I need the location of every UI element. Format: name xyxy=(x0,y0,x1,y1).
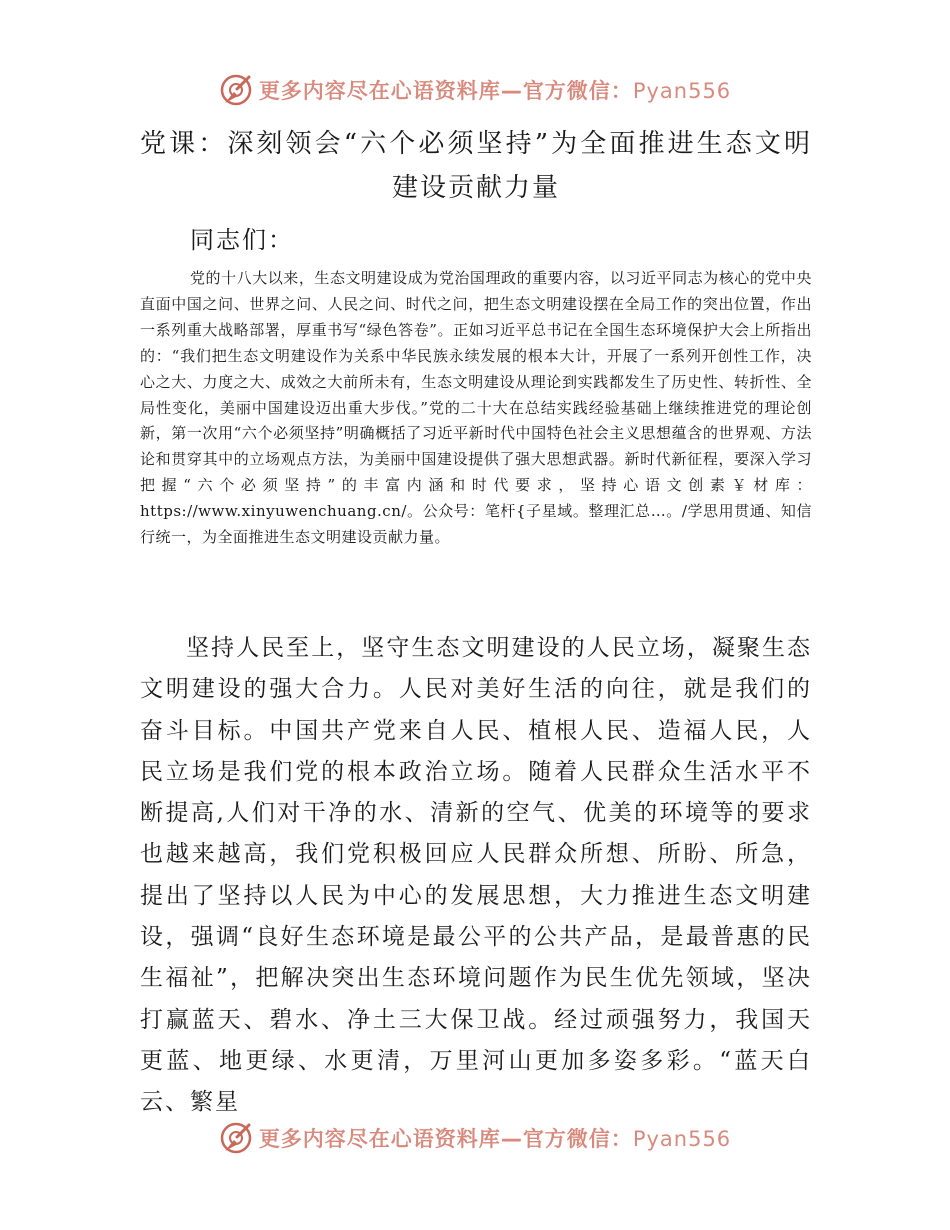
wechat-id: Pyan556 xyxy=(632,79,732,103)
pen-logo-icon xyxy=(219,1121,253,1155)
header-banner xyxy=(0,70,950,110)
body-paragraph: 坚持人民至上，坚守生态文明建设的人民立场，凝聚生态文明建设的强大合力。人民对美好生活的向往，就是我们的奋斗目标。中国共产党来自人民、植根人民、造福人民，人民立场是我们党的根本政治立场。随着人民群众生活水平不断提高,人们对干净的水、清新的空气、优美的环境等的要求也越来越高，我们党积极回应人民群众所想、所盼、所急，提出了坚持以人民为中心的发展思想，大力推进生态文明建设，强调“良好生态环境是最公平的公共产品，是最普惠的民生福祉”，把解决突出生态环境问题作为民生优先领域，坚决打赢蓝天、碧水、净土三大保卫战。经过顽强努力，我国天更蓝、地更绿、水更清，万里河山更加多姿多彩。“蓝天白云、繁星 xyxy=(140,635,812,1116)
intro-paragraph: 党的十八大以来，生态文明建设成为党治国理政的重要内容，以习近平同志为核心的党中央直面中国之问、世界之问、人民之问、时代之问，把生态文明建设摆在全局工作的突出位置，作出一系列重大战略部署，厚重书写“绿色答卷”。正如习近平总书记在全国生态环境保护大会上所指出的：“我们把生态文明建设作为关系中华民族永续发展的根本大计，开展了一系列开创性工作，决心之大、力度之大、成效之大前所未有，生态文明建设从理论到实践都发生了历史性、转折性、全局性变化，美丽中国建设迈出重大步伐。”党的二十大在总结实践经验基础上继续推进党的理论创新，第一次用“六个必须坚持”明确概括了习近平新时代中国特色社会主义思想蕴含的世界观、方法论和贯穿其中的立场观点方法，为美丽中国建设提供了强大思想武器。新时代新征程，要深入学习把握“六个必须坚持”的丰富内涵和时代要求，坚持心语文创素￥材库：https://www.xinyuwenchuang.cn/。公众号：笔杆{子星域。整理汇总…。/学思用贯通、知信行统一，为全面推进生态文明建设贡献力量。 xyxy=(140,269,812,547)
footer-banner xyxy=(0,1118,950,1158)
document-title: 党课：深刻领会“六个必须坚持”为全面推进生态文明建设贡献力量 xyxy=(140,129,812,203)
salutation: 同志们： xyxy=(190,226,294,254)
header-banner-text: 更多内容尽在心语资料库—官方微信：Pyan556 xyxy=(258,79,732,103)
wechat-id: Pyan556 xyxy=(632,1127,732,1151)
footer-banner-text: 更多内容尽在心语资料库—官方微信：Pyan556 xyxy=(258,1127,732,1151)
pen-logo-icon xyxy=(219,73,253,107)
